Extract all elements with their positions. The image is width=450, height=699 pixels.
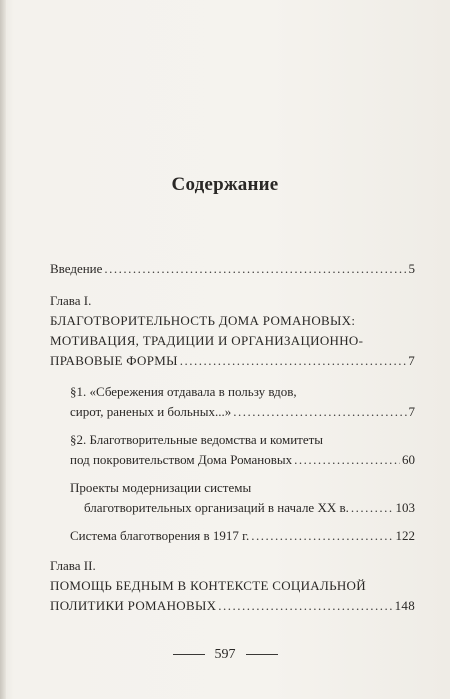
chapter-2-title xyxy=(50,576,415,616)
chapter-1-heading: Глава I. xyxy=(50,293,92,308)
page-gutter xyxy=(0,0,6,699)
page-title: Содержание xyxy=(171,174,279,195)
toc-page-number: 7 xyxy=(408,404,415,419)
leader-dots xyxy=(251,526,393,546)
chapter-title-line: БЛАГОТВОРИТЕЛЬНОСТЬ ДОМА РОМАНОВЫХ: xyxy=(50,313,356,328)
section-title-line: §2. Благотворительные ведомства и комитеты xyxy=(70,432,324,447)
toc-entry-intro xyxy=(50,259,415,279)
chapter-title-line: ПОМОЩЬ БЕДНЫМ В КОНТЕКСТЕ СОЦИАЛЬНОЙ xyxy=(50,578,366,593)
leader-dots xyxy=(351,498,394,518)
footer-rule-right xyxy=(246,654,278,655)
chapter-1-title xyxy=(50,311,415,371)
section-title-line: §1. «Сбережения отдавала в пользу вдов, xyxy=(70,384,297,399)
leader-dots xyxy=(294,450,400,470)
section-title-line: под покровительством Дома Романовых xyxy=(70,452,293,467)
section-title-line: благотворительных организаций в начале XX в. xyxy=(84,500,349,515)
footer-rule-left xyxy=(173,654,205,655)
chapter-title-line: ПОЛИТИКИ РОМАНОВЫХ xyxy=(50,598,217,613)
toc-entry-section-1 xyxy=(70,382,415,422)
toc-page-number: 7 xyxy=(408,353,415,368)
section-title-line: Система благотворения в 1917 г. xyxy=(70,528,250,543)
toc-entry-label: Введение xyxy=(50,261,103,276)
page-number: 597 xyxy=(214,647,236,662)
toc-page-number: 60 xyxy=(402,452,415,467)
toc-entry-section-2 xyxy=(70,430,415,470)
toc-page-number: 122 xyxy=(395,528,415,543)
toc-entry-section-3 xyxy=(70,478,415,518)
chapter-title-line: МОТИВАЦИЯ, ТРАДИЦИИ И ОРГАНИЗАЦИОННО- xyxy=(50,333,364,348)
toc-page-number: 103 xyxy=(395,500,415,515)
leader-dots xyxy=(104,259,406,279)
section-title-line: Проекты модернизации системы xyxy=(70,480,252,495)
toc-page-number: 5 xyxy=(408,261,415,276)
page-footer xyxy=(0,647,450,663)
toc-entry-section-4 xyxy=(70,526,415,546)
section-title-line: сирот, раненых и больных...» xyxy=(70,404,232,419)
leader-dots xyxy=(218,596,392,616)
leader-dots xyxy=(233,402,406,422)
toc-page-number: 148 xyxy=(394,598,415,613)
chapter-title-line: ПРАВОВЫЕ ФОРМЫ xyxy=(50,353,178,368)
chapter-2-heading: Глава II. xyxy=(50,558,96,573)
leader-dots xyxy=(180,351,406,371)
